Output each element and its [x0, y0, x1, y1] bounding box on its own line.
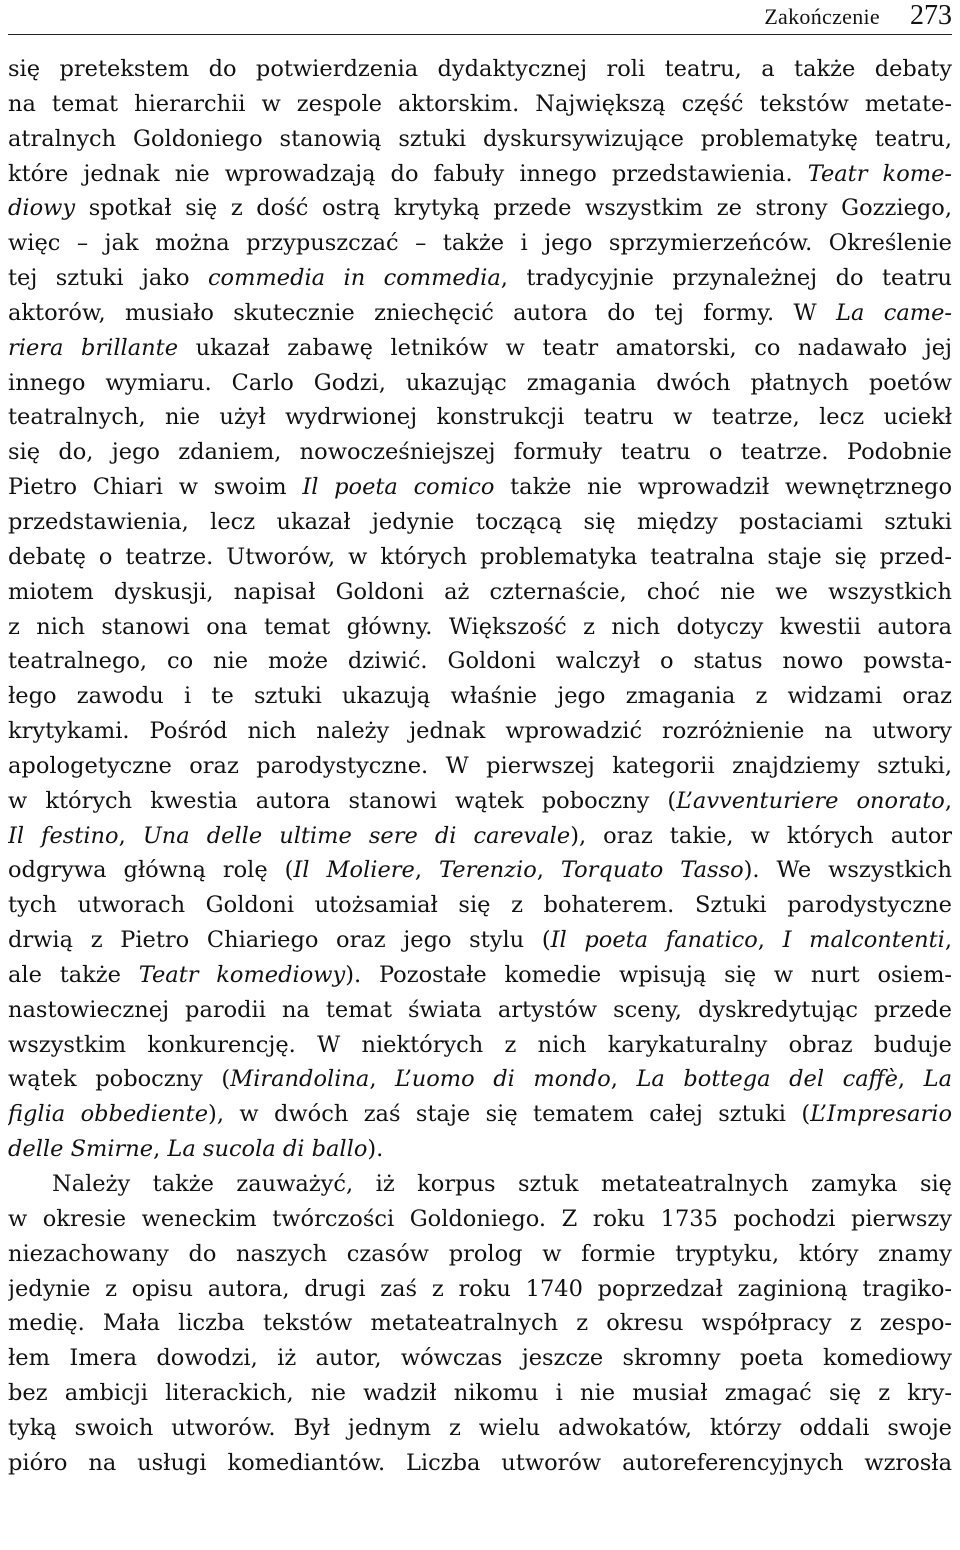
text-run: wszystkim konkurencję. W niektórych z nich karykaturalny obraz buduje	[8, 1031, 952, 1058]
text-run: także nie wprowadził wewnętrznego	[494, 474, 952, 501]
italic-title-text: I malcontenti	[782, 927, 945, 954]
text-line	[8, 993, 952, 1028]
text-line	[8, 888, 952, 923]
text-line	[8, 575, 952, 610]
italic-title-text: Il poeta fanatico	[550, 927, 758, 954]
text-line	[8, 923, 952, 958]
text-run: łego zawodu i te sztuki ukazują właśnie jego zmagania z widzami oraz	[8, 683, 952, 710]
text-line	[8, 1237, 952, 1272]
text-run: ,	[944, 787, 952, 814]
text-line	[8, 1341, 952, 1376]
text-run: ), w dwóch zaś staje się tematem całej sztuki (	[208, 1101, 811, 1128]
text-line	[8, 366, 952, 401]
text-run: ). Pozostałe komedie wpisują się w nurt osiem-	[345, 961, 952, 988]
italic-title-text: Il poeta comico	[302, 474, 495, 501]
text-line	[8, 1028, 952, 1063]
italic-title-text: figlia obbediente	[8, 1101, 209, 1128]
text-line	[8, 819, 952, 854]
text-line	[8, 1376, 952, 1411]
italic-title-text: Teatr komediowy	[138, 961, 346, 988]
text-line	[8, 52, 952, 87]
text-run: tyką swoich utworów. Był jednym z wielu adwokatów, którzy oddali swoje	[8, 1414, 952, 1441]
text-run: ale także	[8, 961, 139, 988]
text-run: niezachowany do naszych czasów prolog w formie tryptyku, który znamy	[8, 1240, 952, 1267]
text-run: atralnych Goldoniego stanowią sztuki dyskursywizujące problematykę teatru,	[8, 125, 952, 152]
italic-title-text: Terenzio	[439, 857, 537, 884]
text-line	[8, 644, 952, 679]
text-run: ,	[153, 1136, 168, 1163]
text-run: w okresie weneckim twórczości Goldoniego. Z roku 1735 pochodzi pierwszy	[8, 1205, 952, 1232]
text-run: ,	[414, 857, 439, 884]
text-line	[8, 1132, 952, 1167]
text-run: wątek poboczny (	[8, 1066, 231, 1093]
text-line	[8, 1446, 952, 1481]
text-run: ukazał zabawę letników w teatr amatorski, co nadawało jej	[178, 334, 952, 361]
text-line	[8, 1202, 952, 1237]
text-line	[8, 1097, 952, 1132]
text-line	[8, 505, 952, 540]
text-line	[8, 331, 952, 366]
text-run: innego wymiaru. Carlo Godzi, ukazując zmagania dwóch płatnych poetów	[8, 369, 952, 396]
text-run: odgrywa główną rolę (	[8, 857, 294, 884]
italic-title-text: delle Smirne	[8, 1136, 154, 1163]
italic-title-text: L’Impresario	[810, 1101, 952, 1128]
text-run: nastowiecznej parodii na temat świata artystów sceny, dyskredytując przede	[8, 996, 952, 1023]
text-run: które jednak nie wprowadzają do fabuły innego przedstawienia.	[8, 160, 808, 187]
text-line	[8, 1062, 952, 1097]
text-run: ,	[118, 822, 143, 849]
text-run: medię. Mała liczba tekstów metateatralnych z okresu współpracy z zespo-	[8, 1310, 952, 1337]
text-run: krytykami. Pośród nich należy jednak wprowadzić rozróżnienie na utwory	[8, 718, 952, 745]
text-run: się pretekstem do potwierdzenia dydaktycznej roli teatru, a także debaty	[8, 56, 952, 82]
text-line	[8, 122, 952, 157]
text-run: z nich stanowi ona temat główny. Większość z nich dotyczy kwestii autora	[8, 613, 952, 640]
text-line	[8, 1306, 952, 1341]
text-run: debatę o teatrze. Utworów, w których problematyka teatralna staje się przed-	[8, 543, 952, 570]
italic-title-text: L’avventuriere onorato	[676, 787, 945, 814]
text-run: aktorów, musiało skutecznie zniechęcić autora do tej formy. W	[8, 299, 836, 326]
text-run: bez ambicji literackich, nie wadził nikomu i nie musiał zmagać się z kry-	[8, 1380, 952, 1407]
text-run: Należy także zauważyć, iż korpus sztuk metateatralnych zamyka się	[52, 1171, 952, 1197]
italic-title-text: L’uomo di mondo	[395, 1066, 611, 1093]
text-run: się do, jego zdaniem, nowocześniejszej formuły teatru o teatrze. Podobnie	[8, 439, 952, 466]
italic-title-text: Il Moliere	[293, 857, 415, 884]
text-run: miotem dyskusji, napisał Goldoni aż czternaście, choć nie we wszystkich	[8, 578, 952, 605]
italic-title-text: Torquato Tasso	[560, 857, 744, 884]
italic-title-text: diowy	[8, 195, 76, 222]
text-run: , tradycyjnie przynależnej do teatru	[500, 265, 952, 292]
italic-title-text: Il festino	[8, 822, 119, 849]
text-line	[8, 296, 952, 331]
text-run: jedynie z opisu autora, drugi zaś z roku 1740 poprzedzał zaginioną tragiko-	[8, 1275, 952, 1302]
text-line	[8, 610, 952, 645]
body-text	[8, 52, 952, 1481]
text-run: ,	[610, 1066, 637, 1093]
text-line	[8, 87, 952, 122]
text-line	[8, 853, 952, 888]
italic-title-text: La came-	[836, 299, 952, 326]
text-line	[8, 191, 952, 226]
text-run: ), oraz takie, w których autor	[570, 822, 952, 849]
text-line	[8, 749, 952, 784]
text-run: spotkał się z dość ostrą krytyką przede wszystkim ze strony Gozziego,	[75, 195, 952, 222]
page-number: 273	[910, 0, 952, 31]
text-run: pióro na usługi komediantów. Liczba utworów autoreferencyjnych wzrosła	[8, 1449, 952, 1476]
italic-title-text: La sucola di ballo	[167, 1136, 368, 1163]
italic-title-text: La	[923, 1066, 952, 1093]
italic-title-text: Teatr kome-	[807, 160, 952, 187]
text-run: teatralnych, nie użył wydrwionej konstrukcji teatru w teatrze, lecz uciekł	[8, 404, 952, 431]
text-line	[8, 540, 952, 575]
text-run: drwią z Pietro Chiariego oraz jego stylu (	[8, 927, 551, 954]
italic-title-text: Mirandolina	[230, 1066, 370, 1093]
text-run: tej sztuki jako	[8, 265, 208, 292]
text-run: ,	[897, 1066, 924, 1093]
text-run: więc – jak można przypuszczać – także i jego sprzymierzeńców. Określenie	[8, 230, 952, 257]
text-run: w których kwestia autora stanowi wątek poboczny (	[8, 787, 677, 814]
text-line	[8, 679, 952, 714]
text-line	[8, 261, 952, 296]
text-run: tych utworach Goldoni utożsamiał się z bohaterem. Sztuki parodystyczne	[8, 892, 952, 919]
text-run: ,	[757, 927, 783, 954]
text-run: ,	[944, 927, 952, 954]
text-run: ). We wszystkich	[743, 857, 952, 884]
italic-title-text: Una delle ultime sere di carevale	[142, 822, 571, 849]
text-run: ,	[369, 1066, 396, 1093]
text-line	[8, 784, 952, 819]
text-run: na temat hierarchii w zespole aktorskim. Największą część tekstów metate-	[8, 90, 952, 117]
text-run: ,	[536, 857, 561, 884]
text-line	[8, 226, 952, 261]
italic-title-text: commedia in commedia	[207, 265, 501, 292]
text-line	[8, 1411, 952, 1446]
italic-title-text: riera brillante	[8, 334, 179, 361]
text-line	[8, 958, 952, 993]
page-header	[8, 0, 952, 35]
running-head: Zakończenie	[764, 4, 880, 29]
text-line	[8, 435, 952, 470]
italic-title-text: La bottega del caffè	[636, 1066, 898, 1093]
text-run: łem Imera dowodzi, iż autor, wówczas jeszcze skromny poeta komediowy	[8, 1345, 952, 1372]
text-run: Pietro Chiari w swoim	[8, 474, 303, 501]
text-line	[8, 1272, 952, 1307]
text-line	[8, 400, 952, 435]
text-run: teatralnego, co nie może dziwić. Goldoni walczył o status nowo powsta-	[8, 648, 952, 675]
text-run: ).	[367, 1136, 384, 1163]
text-line	[8, 714, 952, 749]
text-run: przedstawienia, lecz ukazał jedynie toczącą się między postaciami sztuki	[8, 508, 952, 535]
text-run: apologetyczne oraz parodystyczne. W pierwszej kategorii znajdziemy sztuki,	[8, 752, 952, 779]
text-line	[8, 470, 952, 505]
text-line	[8, 157, 952, 192]
text-line	[8, 1167, 952, 1202]
